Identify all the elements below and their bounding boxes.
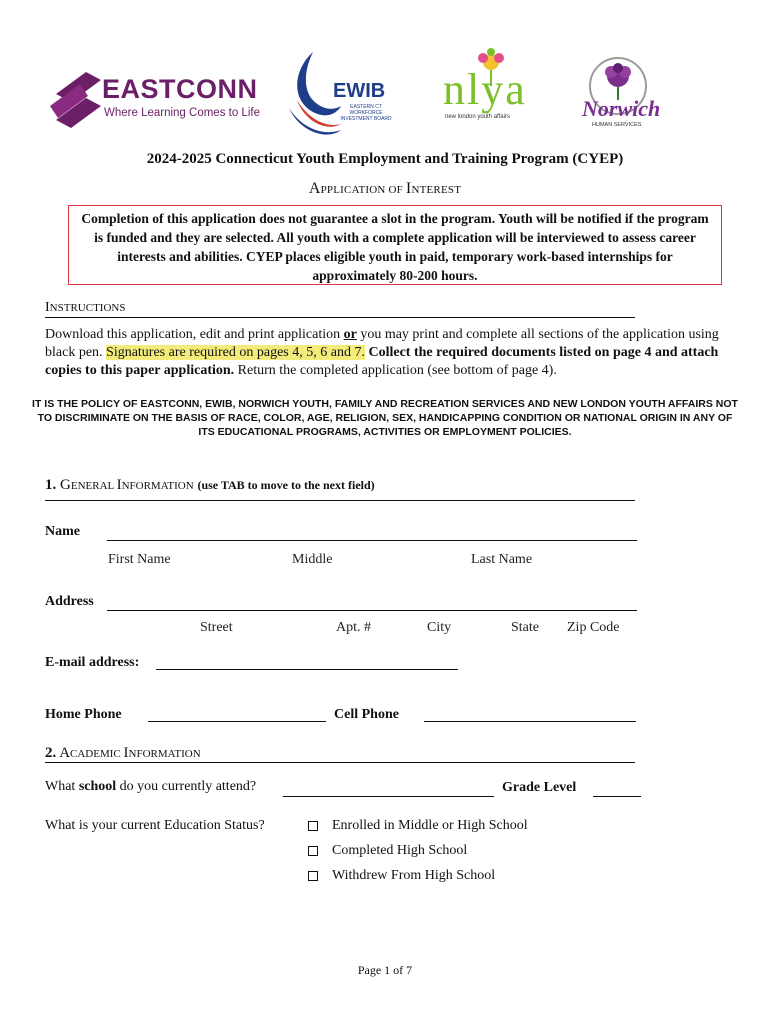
email-label: E-mail address: bbox=[45, 655, 140, 670]
section2-title-cap: A bbox=[59, 745, 71, 761]
option-withdrew-label: Withdrew From High School bbox=[332, 868, 496, 883]
norwich-name: Norwich bbox=[582, 96, 661, 121]
cell-phone-field[interactable] bbox=[424, 721, 636, 722]
name-label: Name bbox=[45, 524, 80, 539]
checkbox-completed[interactable] bbox=[308, 846, 318, 856]
page-number: Page 1 of 7 bbox=[357, 963, 413, 977]
subtitle-part-d: NTEREST bbox=[411, 184, 462, 196]
section1-heading bbox=[45, 477, 635, 501]
school-question bbox=[45, 779, 256, 795]
page-subtitle bbox=[0, 180, 770, 198]
ewib-logo bbox=[283, 50, 398, 138]
school-question-c: do you currently attend? bbox=[116, 779, 257, 794]
subtitle-cap-i: I bbox=[405, 180, 412, 197]
education-status-question: What is your current Education Status? bbox=[45, 818, 265, 833]
email-field[interactable] bbox=[156, 669, 458, 670]
apt-caption: Apt. # bbox=[336, 620, 371, 635]
section2-title-cap2: I bbox=[123, 745, 129, 761]
signatures-highlight: Signatures are required on pages 4, 5, 6 and 7. bbox=[106, 345, 365, 360]
norwich-logo bbox=[576, 52, 660, 132]
school-question-a: What bbox=[45, 779, 79, 794]
ewib-name: EWIB bbox=[333, 80, 386, 102]
norwich-sub: HUMAN SERVICES bbox=[592, 122, 642, 128]
ewib-sub: EASTERN CT WORKFORCE INVESTMENT BOARD bbox=[340, 104, 392, 122]
grade-level-label: Grade Level bbox=[502, 780, 577, 795]
instructions-part3: Collect the required documents listed on page 4 and attach copies to this paper application. bbox=[45, 345, 719, 378]
nlya-name: nlya bbox=[443, 65, 527, 114]
home-phone-label: Home Phone bbox=[45, 707, 122, 722]
instructions-heading-cap: I bbox=[45, 300, 50, 315]
city-caption: City bbox=[427, 620, 452, 635]
policy-statement: IT IS THE POLICY OF EASTCONN, EWIB, NORWICH YOUTH, FAMILY AND RECREATION SERVICES AND NEW LONDON YOUTH AFFAIRS NOT TO DISCRIMINATE ON THE BASIS OF RACE, COLOR, AGE, RELIGION, SEX, HANDICAPPING CONDITION OR NATIONAL ORIGIN IN ANY OF ITS EDUCATIONAL PROGRAMS, ACTIVITIES OR EMPLOYMENT POLICIES. bbox=[32, 398, 738, 438]
checkbox-withdrew[interactable] bbox=[308, 871, 318, 881]
cell-phone-label: Cell Phone bbox=[334, 707, 399, 722]
street-caption: Street bbox=[200, 620, 233, 635]
program-notice-box: Completion of this application does not guarantee a slot in the program. Youth will be notified if the program is funded and they are selected. All youth with a complete application will be interviewed to assess career interests and abilities. CYEP places eligible youth in paid, temporary work-based internships for approximately 80-200 hours. bbox=[68, 205, 722, 285]
zip-caption: Zip Code bbox=[567, 620, 620, 635]
subtitle-cap-a: A bbox=[308, 180, 321, 197]
nlya-sub: new london youth affairs bbox=[445, 114, 510, 120]
section2-title-rest: CADEMIC bbox=[70, 748, 124, 760]
page-title: 2024-2025 Connecticut Youth Employment and Training Program (CYEP) bbox=[146, 151, 624, 167]
section1-number: 1. bbox=[45, 477, 57, 493]
section1-title-cap2: I bbox=[116, 477, 122, 493]
instructions-or: or bbox=[343, 327, 357, 342]
state-caption: State bbox=[511, 620, 539, 635]
home-phone-field[interactable] bbox=[148, 721, 326, 722]
instructions-text bbox=[45, 326, 745, 380]
section1-title-rest: ENERAL bbox=[70, 480, 117, 492]
name-field[interactable] bbox=[107, 540, 637, 541]
eastconn-name: EASTCONN bbox=[102, 74, 258, 104]
section1-title-cap: G bbox=[60, 477, 71, 493]
section2-heading bbox=[45, 745, 635, 763]
grade-level-field[interactable] bbox=[593, 796, 641, 797]
subtitle-part-b: PPLICATION OF bbox=[320, 184, 406, 196]
school-question-b: school bbox=[78, 779, 117, 794]
school-field[interactable] bbox=[283, 796, 494, 797]
checkbox-enrolled[interactable] bbox=[308, 821, 318, 831]
section1-note: (use TAB to move to the next field) bbox=[197, 478, 375, 492]
address-field[interactable] bbox=[107, 610, 637, 611]
section1-title-rest2: NFORMATION bbox=[121, 480, 194, 492]
option-enrolled-label: Enrolled in Middle or High School bbox=[332, 818, 528, 833]
instructions-part1: Download this application, edit and print application bbox=[45, 327, 344, 342]
section2-number: 2. bbox=[45, 745, 57, 761]
address-label: Address bbox=[45, 594, 94, 609]
first-name-caption: First Name bbox=[108, 552, 171, 567]
instructions-heading-rest: NSTRUCTIONS bbox=[49, 302, 126, 314]
instructions-heading bbox=[45, 300, 635, 318]
section2-title-rest2: NFORMATION bbox=[128, 748, 201, 760]
eastconn-tagline: Where Learning Comes to Life bbox=[104, 107, 260, 119]
instructions-part2: you may print and complete all sections of the application using black pen. bbox=[45, 327, 719, 360]
eastconn-logo bbox=[46, 66, 260, 136]
middle-caption: Middle bbox=[292, 552, 333, 567]
nlya-logo bbox=[441, 48, 541, 134]
last-name-caption: Last Name bbox=[471, 552, 533, 567]
option-completed-label: Completed High School bbox=[332, 843, 468, 858]
instructions-part4: Return the completed application (see bottom of page 4). bbox=[234, 363, 557, 378]
